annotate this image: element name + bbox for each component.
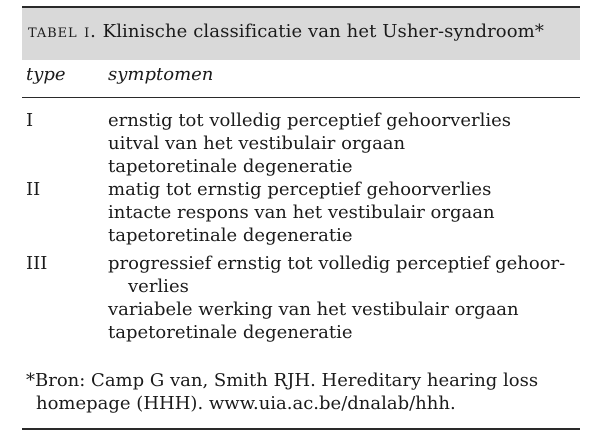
- bottom-rule: [22, 428, 580, 430]
- header-rule: [22, 97, 580, 98]
- column-header-symptoms: symptomen: [108, 64, 214, 85]
- row-symptoms-II: [108, 178, 568, 247]
- symptom-line: uitval van het vestibulair orgaan: [108, 133, 406, 154]
- footnote-line: *Bron: Camp G van, Smith RJH. Hereditary hearing loss: [26, 370, 539, 391]
- symptom-line-continuation: verlies: [128, 276, 189, 297]
- row-type-I: I: [26, 110, 34, 131]
- symptom-line: ernstig tot volledig perceptief gehoorverlies: [108, 110, 511, 131]
- row-symptoms-I: [108, 109, 568, 178]
- symptom-line: tapetoretinale degeneratie: [108, 225, 353, 246]
- symptom-line: progressief ernstig tot volledig perceptief gehoor-: [108, 253, 566, 274]
- row-symptoms-III: [108, 252, 568, 344]
- symptom-line: tapetoretinale degeneratie: [108, 156, 353, 177]
- table-label: tabel i.: [28, 21, 97, 42]
- symptom-line: intacte respons van het vestibulair orgaan: [108, 202, 495, 223]
- symptom-line: variabele werking van het vestibulair orgaan: [108, 299, 519, 320]
- symptom-line: tapetoretinale degeneratie: [108, 322, 353, 343]
- table-title: [28, 21, 544, 42]
- symptom-line: matig tot ernstig perceptief gehoorverlies: [108, 179, 492, 200]
- table-footnote: [26, 369, 576, 415]
- table-title-text: Klinische classificatie van het Usher-syndroom*: [102, 21, 544, 42]
- table-title-band: [22, 6, 580, 60]
- row-type-III: III: [26, 253, 48, 274]
- column-header-type: type: [26, 64, 66, 85]
- row-type-II: II: [26, 179, 41, 200]
- footnote-line-continuation: homepage (HHH). www.uia.ac.be/dnalab/hhh.: [36, 393, 456, 414]
